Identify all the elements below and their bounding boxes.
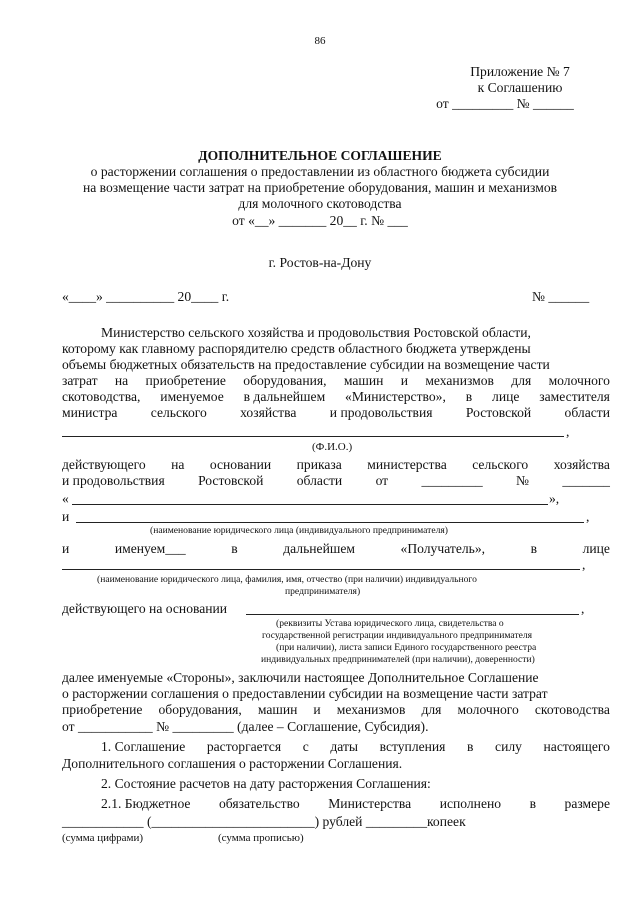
appendix-line-3: от _________ № ______ (436, 96, 574, 111)
intro-line-1: Министерство сельского хозяйства и продовольствия Ростовской области, (101, 325, 531, 340)
acting-line-2: и продовольствия Ростовской области от _________ № _______ (62, 473, 610, 488)
document-heading: ДОПОЛНИТЕЛЬНОЕ СОГЛАШЕНИЕ (198, 148, 442, 163)
appendix-line-2: к Соглашению (477, 80, 563, 95)
acting-line-4-comma: , (586, 509, 590, 524)
clause-1-line-1: 1. Соглашение расторгается с даты вступления в силу настоящего (101, 739, 610, 754)
basis-caption-2: государственной регистрации индивидуального предпринимателя (262, 630, 533, 641)
named-line-comma: , (582, 557, 586, 572)
intro-line-4: затрат на приобретение оборудования, машин и механизмов для молочного (62, 373, 610, 388)
clause-2: 2. Состояние расчетов на дату расторжения Соглашения: (101, 776, 431, 791)
sum-digits-caption: (сумма цифрами) (62, 832, 144, 844)
legal-entity-caption: (наименование юридического лица (индивидуального предпринимателя) (150, 525, 448, 536)
conclusion-line-2: о расторжении соглашения о предоставлении субсидии на возмещение части затрат (62, 686, 548, 701)
page-number: 86 (314, 35, 326, 47)
title-sub-1: о расторжении соглашения о предоставлении из областного бюджета субсидии (90, 164, 550, 179)
intro-line-3: объемы бюджетных обязательств на предоставление субсидии на возмещение части (62, 357, 550, 372)
acting-quote-open: « (62, 491, 69, 506)
acting-blank-line-1 (72, 504, 548, 505)
named-caption-1: (наименование юридического лица, фамилия, имя, отчество (при наличии) индивидуального (97, 574, 477, 585)
city: г. Ростов-на-Дону (268, 255, 372, 270)
conclusion-line-1: далее именуемые «Стороны», заключили настоящее Дополнительное Соглашение (62, 670, 539, 685)
acting-quote-close: », (549, 491, 560, 506)
named-line-1: и именуем___ в дальнейшем «Получатель», в лице (62, 541, 610, 556)
conclusion-line-4: от ___________ № _________ (далее – Соглашение, Субсидия). (62, 719, 429, 734)
conclusion-line-3: приобретение оборудования, машин и механизмов для молочного скотоводства (62, 702, 610, 717)
intro-line-6: министра сельского хозяйства и продовольствия Ростовской области (62, 405, 610, 420)
basis-caption-4: индивидуальных предпринимателей (при наличии), доверенности) (261, 654, 535, 665)
basis-line-comma: , (581, 601, 585, 616)
title-sub-4: от «__» _______ 20__ г. № ___ (232, 213, 408, 228)
basis-caption-3: (при наличии), листа записи Единого государственного реестра (276, 642, 537, 653)
clause-2-1-line-1: 2.1. Бюджетное обязательство Министерства исполнено в размере (101, 796, 610, 811)
clause-1-line-2: Дополнительного соглашения о расторжении Соглашения. (62, 756, 403, 771)
basis-label: действующего на основании (62, 601, 228, 616)
intro-line-5: скотоводства, именуемое в дальнейшем «Министерство», в лице заместителя (62, 389, 610, 404)
named-caption-2: предпринимателя) (285, 586, 361, 597)
clause-2-1-line-2: ____________ (________________________) рублей _________копеек (62, 814, 466, 829)
appendix-line-1: Приложение № 7 (470, 64, 570, 79)
sum-words-caption: (сумма прописью) (218, 832, 304, 844)
fio-line-comma: , (566, 424, 570, 439)
named-blank-line (62, 569, 580, 570)
acting-line-1: действующего на основании приказа министерства сельского хозяйства (62, 457, 610, 472)
title-sub-3: для молочного скотоводства (238, 196, 402, 211)
title-sub-2: на возмещение части затрат на приобретение оборудования, машин и механизмов (82, 180, 558, 195)
fio-caption: (Ф.И.О.) (312, 441, 353, 453)
intro-line-2: которому как главному распорядителю средств областного бюджета утверждены (62, 341, 531, 356)
basis-caption-1: (реквизиты Устава юридического лица, свидетельства о (276, 618, 504, 629)
number-field: № ______ (532, 289, 590, 304)
basis-blank-line (246, 614, 579, 615)
fio-blank-line (62, 436, 564, 437)
acting-and: и (62, 509, 70, 524)
acting-blank-line-2 (76, 522, 584, 523)
date-field: «____» __________ 20____ г. (62, 289, 230, 304)
